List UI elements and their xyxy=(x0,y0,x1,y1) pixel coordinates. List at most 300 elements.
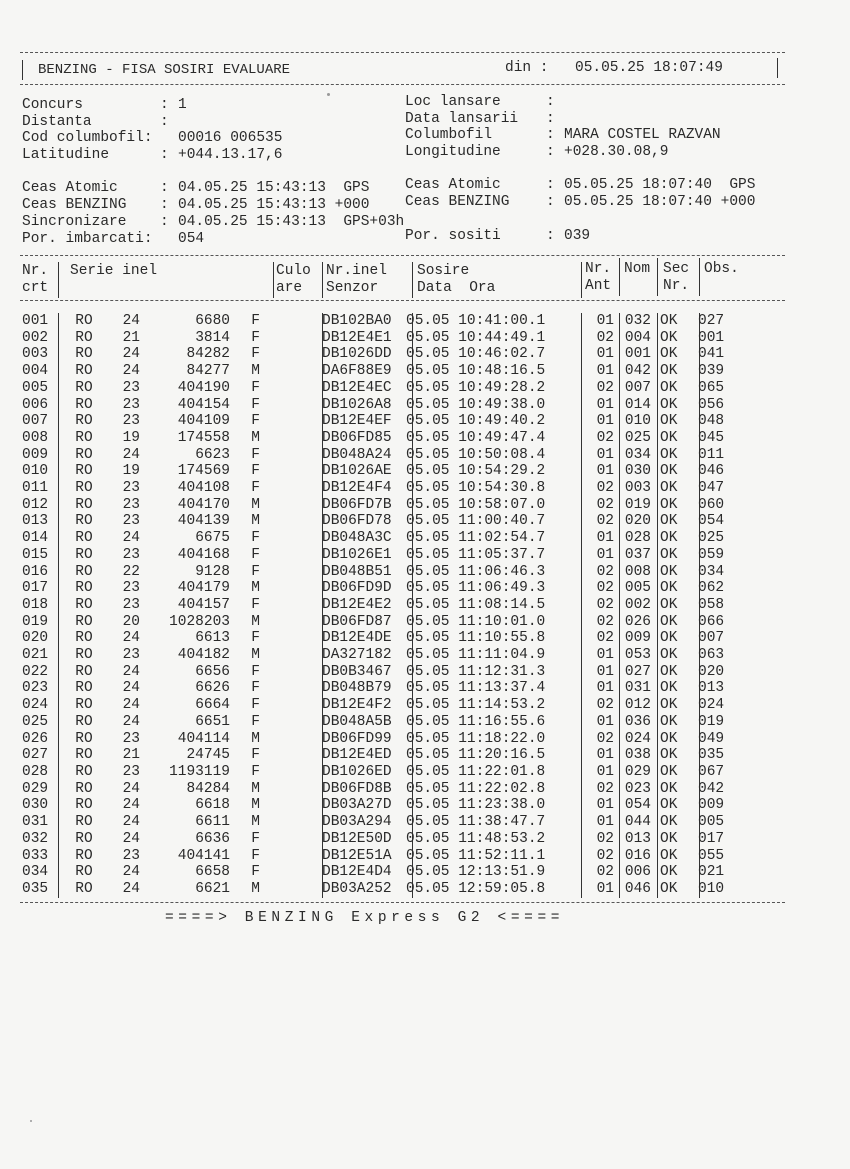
row-nom: 026 xyxy=(624,613,651,630)
row-obs: 066 xyxy=(698,613,725,630)
col-data-ora: Data Ora xyxy=(417,280,496,296)
row-ring: 404108 xyxy=(177,480,230,497)
row-sec: OK xyxy=(660,847,678,864)
row-color xyxy=(260,597,316,614)
row-arrival: 05.05 11:12:31.3 xyxy=(406,663,546,680)
field-value: 05.05.25 18:07:40 +000 xyxy=(564,194,756,210)
row-obs: 054 xyxy=(698,513,725,530)
row-ring: 404109 xyxy=(177,413,230,430)
row-country: RO xyxy=(75,780,93,797)
row-country: RO xyxy=(75,413,93,430)
row-arrival: 05.05 11:23:38.0 xyxy=(406,797,546,814)
row-country: RO xyxy=(75,546,93,563)
row-sex: F xyxy=(251,379,260,396)
row-sec: OK xyxy=(660,313,678,329)
row-nom: 010 xyxy=(624,413,651,430)
row-arrival: 05.05 10:54:29.2 xyxy=(406,463,546,480)
row-ring: 6651 xyxy=(195,713,230,730)
row-antenna: 01 xyxy=(596,446,614,463)
row-obs: 059 xyxy=(698,546,725,563)
row-sex: M xyxy=(251,496,260,513)
row-nr: 005 xyxy=(22,379,49,396)
row-sensor: DB03A252 xyxy=(322,880,392,897)
field-label: Latitudine xyxy=(22,146,110,163)
row-nr: 022 xyxy=(22,663,49,680)
row-sec: OK xyxy=(660,780,678,797)
row-ring: 1193119 xyxy=(169,763,230,780)
row-sex: M xyxy=(251,363,260,380)
row-nom: 028 xyxy=(624,530,651,547)
row-antenna: 01 xyxy=(596,880,614,897)
row-sensor: DA6F88E9 xyxy=(322,363,392,380)
row-country: RO xyxy=(75,814,93,831)
row-antenna: 01 xyxy=(596,663,614,680)
row-ring: 6623 xyxy=(195,446,230,463)
col-divider xyxy=(657,258,658,296)
row-arrival: 05.05 12:59:05.8 xyxy=(406,880,546,897)
row-year: 23 xyxy=(122,730,140,747)
date-label: din : xyxy=(505,60,549,76)
row-nom: 025 xyxy=(624,429,651,446)
row-nr: 004 xyxy=(22,363,49,380)
row-antenna: 01 xyxy=(596,713,614,730)
row-year: 19 xyxy=(122,429,140,446)
row-sex: M xyxy=(251,613,260,630)
row-nom: 006 xyxy=(624,864,651,881)
row-sex: F xyxy=(251,563,260,580)
row-obs: 039 xyxy=(698,363,725,380)
row-ring: 84277 xyxy=(186,363,230,380)
footer-brand: ====> BENZING Express G2 <==== xyxy=(165,910,565,926)
col-sec-2: Nr. xyxy=(663,278,690,294)
row-color xyxy=(260,714,316,731)
row-nr: 032 xyxy=(22,830,49,847)
table-row xyxy=(22,864,738,881)
row-antenna: 02 xyxy=(596,596,614,613)
col-obs: Obs. xyxy=(704,261,739,277)
row-arrival: 05.05 11:18:22.0 xyxy=(406,730,546,747)
field-value: MARA COSTEL RAZVAN xyxy=(564,127,721,143)
row-year: 20 xyxy=(122,613,140,630)
field-value: 1 xyxy=(178,97,187,113)
row-nr: 002 xyxy=(22,329,49,346)
row-arrival: 05.05 10:44:49.1 xyxy=(406,329,546,346)
row-arrival: 05.05 11:20:16.5 xyxy=(406,747,546,764)
row-nr: 025 xyxy=(22,713,49,730)
row-sex: F xyxy=(251,346,260,363)
table-row xyxy=(22,680,738,697)
row-year: 24 xyxy=(122,713,140,730)
row-color xyxy=(260,430,316,447)
row-nr: 009 xyxy=(22,446,49,463)
row-sex: M xyxy=(251,580,260,597)
row-year: 24 xyxy=(122,663,140,680)
row-arrival: 05.05 11:22:02.8 xyxy=(406,780,546,797)
row-year: 24 xyxy=(122,346,140,363)
row-nom: 023 xyxy=(624,780,651,797)
row-antenna: 01 xyxy=(596,546,614,563)
row-arrival: 05.05 11:06:46.3 xyxy=(406,563,546,580)
row-sec: OK xyxy=(660,563,678,580)
row-nom: 054 xyxy=(624,797,651,814)
table-row xyxy=(22,630,738,647)
row-nr: 020 xyxy=(22,630,49,647)
arrivals-table xyxy=(22,313,738,898)
row-obs: 042 xyxy=(698,780,725,797)
row-sec: OK xyxy=(660,346,678,363)
row-obs: 067 xyxy=(698,763,725,780)
row-obs: 047 xyxy=(698,480,725,497)
row-nr: 034 xyxy=(22,864,49,881)
field-value: 04.05.25 15:43:13 +000 xyxy=(178,197,370,213)
row-country: RO xyxy=(75,647,93,664)
row-sex: M xyxy=(251,814,260,831)
row-year: 24 xyxy=(122,797,140,814)
row-antenna: 01 xyxy=(596,363,614,380)
row-ring: 404154 xyxy=(177,396,230,413)
table-row xyxy=(22,463,738,480)
row-year: 23 xyxy=(122,396,140,413)
row-ring: 404139 xyxy=(177,513,230,530)
row-nom: 008 xyxy=(624,563,651,580)
row-nom: 031 xyxy=(624,680,651,697)
table-row xyxy=(22,614,738,631)
row-sensor: DB12E4F2 xyxy=(322,697,392,714)
row-color xyxy=(260,697,316,714)
row-sec: OK xyxy=(660,680,678,697)
table-row xyxy=(22,413,738,430)
row-ring: 404190 xyxy=(177,379,230,396)
row-obs: 048 xyxy=(698,413,725,430)
row-color xyxy=(260,463,316,480)
row-nom: 030 xyxy=(624,463,651,480)
row-nom: 053 xyxy=(624,647,651,664)
row-arrival: 05.05 11:11:04.9 xyxy=(406,647,546,664)
row-antenna: 01 xyxy=(596,530,614,547)
table-bottom-rule xyxy=(20,902,785,903)
row-arrival: 05.05 10:49:47.4 xyxy=(406,429,546,446)
row-ring: 84282 xyxy=(186,346,230,363)
row-sec: OK xyxy=(660,730,678,747)
row-antenna: 01 xyxy=(596,747,614,764)
field-colon: : xyxy=(546,127,555,143)
row-ring: 404141 xyxy=(177,847,230,864)
row-sec: OK xyxy=(660,763,678,780)
row-obs: 020 xyxy=(698,663,725,680)
row-nom: 034 xyxy=(624,446,651,463)
row-arrival: 05.05 10:54:30.8 xyxy=(406,480,546,497)
row-obs: 001 xyxy=(698,329,725,346)
field-colon: : xyxy=(160,197,169,213)
field-colon: : xyxy=(160,113,169,130)
row-sex: F xyxy=(251,596,260,613)
row-sec: OK xyxy=(660,713,678,730)
row-nr: 026 xyxy=(22,730,49,747)
row-obs: 062 xyxy=(698,580,725,597)
row-nom: 027 xyxy=(624,663,651,680)
row-nom: 016 xyxy=(624,847,651,864)
table-row xyxy=(22,697,738,714)
row-sensor: DB048A3C xyxy=(322,530,392,547)
col-ant-2: Ant xyxy=(585,278,612,294)
row-sensor: DB06FD8B xyxy=(322,780,392,797)
row-sex: F xyxy=(251,713,260,730)
table-top-rule xyxy=(20,255,785,256)
row-nom: 037 xyxy=(624,546,651,563)
header-left-bar xyxy=(22,60,23,80)
row-sensor: DB06FD78 xyxy=(322,513,392,530)
row-antenna: 01 xyxy=(596,396,614,413)
row-sec: OK xyxy=(660,513,678,530)
row-ring: 6618 xyxy=(195,797,230,814)
row-nom: 013 xyxy=(624,830,651,847)
table-row xyxy=(22,881,738,898)
row-country: RO xyxy=(75,730,93,747)
row-nom: 009 xyxy=(624,630,651,647)
row-nr: 029 xyxy=(22,780,49,797)
row-sec: OK xyxy=(660,496,678,513)
field-label: Ceas Atomic xyxy=(405,177,501,193)
row-nr: 003 xyxy=(22,346,49,363)
row-arrival: 05.05 11:22:01.8 xyxy=(406,763,546,780)
row-arrival: 05.05 10:46:02.7 xyxy=(406,346,546,363)
row-ring: 404170 xyxy=(177,496,230,513)
row-nom: 001 xyxy=(624,346,651,363)
row-sex: F xyxy=(251,413,260,430)
row-arrival: 05.05 10:48:16.5 xyxy=(406,363,546,380)
row-antenna: 02 xyxy=(596,847,614,864)
row-sensor: DB1026DD xyxy=(322,346,392,363)
row-color xyxy=(260,413,316,430)
row-color xyxy=(260,731,316,748)
row-year: 21 xyxy=(122,329,140,346)
row-color xyxy=(260,797,316,814)
row-nr: 030 xyxy=(22,797,49,814)
table-row xyxy=(22,714,738,731)
row-obs: 034 xyxy=(698,563,725,580)
row-ring: 6656 xyxy=(195,663,230,680)
col-serie: Serie inel xyxy=(70,263,158,279)
row-obs: 041 xyxy=(698,346,725,363)
row-sex: F xyxy=(251,480,260,497)
row-nr: 006 xyxy=(22,396,49,413)
row-arrival: 05.05 11:08:14.5 xyxy=(406,596,546,613)
row-country: RO xyxy=(75,847,93,864)
row-arrival: 05.05 10:41:00.1 xyxy=(406,313,546,329)
row-nr: 015 xyxy=(22,546,49,563)
table-row xyxy=(22,430,738,447)
row-sex: F xyxy=(251,663,260,680)
col-divider xyxy=(619,258,620,296)
row-antenna: 02 xyxy=(596,429,614,446)
row-nr: 016 xyxy=(22,563,49,580)
field-label: Loc lansare xyxy=(405,94,501,110)
table-row xyxy=(22,497,738,514)
table-row xyxy=(22,848,738,865)
row-country: RO xyxy=(75,346,93,363)
row-nr: 033 xyxy=(22,847,49,864)
row-nom: 012 xyxy=(624,697,651,714)
row-country: RO xyxy=(75,830,93,847)
row-sec: OK xyxy=(660,647,678,664)
row-obs: 049 xyxy=(698,730,725,747)
row-arrival: 05.05 10:50:08.4 xyxy=(406,446,546,463)
row-sensor: DB0B3467 xyxy=(322,663,392,680)
row-sex: F xyxy=(251,630,260,647)
field-colon: : xyxy=(546,110,555,127)
row-arrival: 05.05 11:10:01.0 xyxy=(406,613,546,630)
row-color xyxy=(260,480,316,497)
row-color xyxy=(260,447,316,464)
row-country: RO xyxy=(75,680,93,697)
row-arrival: 05.05 11:02:54.7 xyxy=(406,530,546,547)
row-country: RO xyxy=(75,580,93,597)
row-nr: 012 xyxy=(22,496,49,513)
row-color xyxy=(260,864,316,881)
row-sensor: DA327182 xyxy=(322,647,392,664)
row-antenna: 01 xyxy=(596,647,614,664)
row-year: 23 xyxy=(122,647,140,664)
row-sensor: DB048B79 xyxy=(322,680,392,697)
row-country: RO xyxy=(75,496,93,513)
row-sensor: DB06FD87 xyxy=(322,613,392,630)
table-row xyxy=(22,731,738,748)
row-arrival: 05.05 10:49:28.2 xyxy=(406,379,546,396)
row-obs: 009 xyxy=(698,797,725,814)
row-obs: 007 xyxy=(698,630,725,647)
row-country: RO xyxy=(75,396,93,413)
table-row xyxy=(22,580,738,597)
row-sec: OK xyxy=(660,596,678,613)
row-color xyxy=(260,781,316,798)
row-ring: 84284 xyxy=(186,780,230,797)
row-nom: 019 xyxy=(624,496,651,513)
header-bottom-rule xyxy=(20,84,785,85)
row-color xyxy=(260,380,316,397)
row-country: RO xyxy=(75,313,93,329)
row-antenna: 02 xyxy=(596,496,614,513)
row-sec: OK xyxy=(660,797,678,814)
row-sensor: DB12E4EF xyxy=(322,413,392,430)
row-sec: OK xyxy=(660,429,678,446)
field-value: 039 xyxy=(564,228,591,244)
row-obs: 055 xyxy=(698,847,725,864)
row-year: 23 xyxy=(122,496,140,513)
row-sensor: DB12E4D4 xyxy=(322,864,392,881)
row-obs: 019 xyxy=(698,713,725,730)
row-year: 24 xyxy=(122,363,140,380)
row-country: RO xyxy=(75,446,93,463)
row-sec: OK xyxy=(660,530,678,547)
row-sensor: DB12E4E2 xyxy=(322,596,392,613)
row-color xyxy=(260,848,316,865)
row-obs: 025 xyxy=(698,530,725,547)
field-colon: : xyxy=(546,94,555,110)
row-color xyxy=(260,647,316,664)
row-ring: 6658 xyxy=(195,864,230,881)
field-colon: : xyxy=(160,214,169,230)
row-ring: 404182 xyxy=(177,647,230,664)
row-antenna: 02 xyxy=(596,864,614,881)
row-ring: 6621 xyxy=(195,880,230,897)
row-country: RO xyxy=(75,747,93,764)
row-arrival: 05.05 11:13:37.4 xyxy=(406,680,546,697)
row-ring: 9128 xyxy=(195,563,230,580)
field-value: +044.13.17,6 xyxy=(178,146,283,163)
table-row xyxy=(22,564,738,581)
date-value: 05.05.25 18:07:49 xyxy=(575,60,723,76)
row-color xyxy=(260,313,316,330)
field-label: Data lansarii xyxy=(405,110,519,127)
row-country: RO xyxy=(75,480,93,497)
row-nom: 036 xyxy=(624,713,651,730)
row-nom: 002 xyxy=(624,596,651,613)
row-color xyxy=(260,747,316,764)
row-sensor: DB048B51 xyxy=(322,563,392,580)
row-arrival: 05.05 11:00:40.7 xyxy=(406,513,546,530)
table-row xyxy=(22,513,738,530)
row-nom: 024 xyxy=(624,730,651,747)
row-antenna: 01 xyxy=(596,463,614,480)
col-divider xyxy=(58,262,59,298)
table-row xyxy=(22,397,738,414)
row-nom: 004 xyxy=(624,329,651,346)
row-year: 24 xyxy=(122,830,140,847)
field-value: 04.05.25 15:43:13 GPS+03h xyxy=(178,214,405,230)
row-sensor: DB12E4ED xyxy=(322,747,392,764)
row-antenna: 01 xyxy=(596,313,614,329)
table-row xyxy=(22,597,738,614)
col-sec: Sec xyxy=(663,261,690,277)
row-nom: 005 xyxy=(624,580,651,597)
row-nr: 010 xyxy=(22,463,49,480)
field-colon: : xyxy=(546,143,555,160)
row-nom: 007 xyxy=(624,379,651,396)
row-country: RO xyxy=(75,880,93,897)
row-nom: 014 xyxy=(624,396,651,413)
row-country: RO xyxy=(75,613,93,630)
row-sex: F xyxy=(251,546,260,563)
row-year: 24 xyxy=(122,880,140,897)
field-colon: : xyxy=(546,228,555,244)
row-sensor: DB12E4DE xyxy=(322,630,392,647)
row-obs: 027 xyxy=(698,313,725,329)
row-arrival: 05.05 11:52:11.1 xyxy=(406,847,546,864)
row-sex: F xyxy=(251,313,260,329)
row-year: 24 xyxy=(122,680,140,697)
col-divider xyxy=(322,262,323,298)
row-sex: M xyxy=(251,797,260,814)
row-sec: OK xyxy=(660,580,678,597)
row-antenna: 02 xyxy=(596,730,614,747)
row-nr: 007 xyxy=(22,413,49,430)
table-row xyxy=(22,380,738,397)
row-country: RO xyxy=(75,763,93,780)
row-sex: M xyxy=(251,880,260,897)
row-nr: 031 xyxy=(22,814,49,831)
row-nr: 008 xyxy=(22,429,49,446)
row-antenna: 02 xyxy=(596,630,614,647)
row-color xyxy=(260,397,316,414)
row-country: RO xyxy=(75,530,93,547)
row-nom: 046 xyxy=(624,880,651,897)
row-obs: 011 xyxy=(698,446,725,463)
row-obs: 010 xyxy=(698,880,725,897)
row-sensor: DB12E4F4 xyxy=(322,480,392,497)
table-row xyxy=(22,363,738,380)
row-nr: 011 xyxy=(22,480,49,497)
row-antenna: 02 xyxy=(596,830,614,847)
